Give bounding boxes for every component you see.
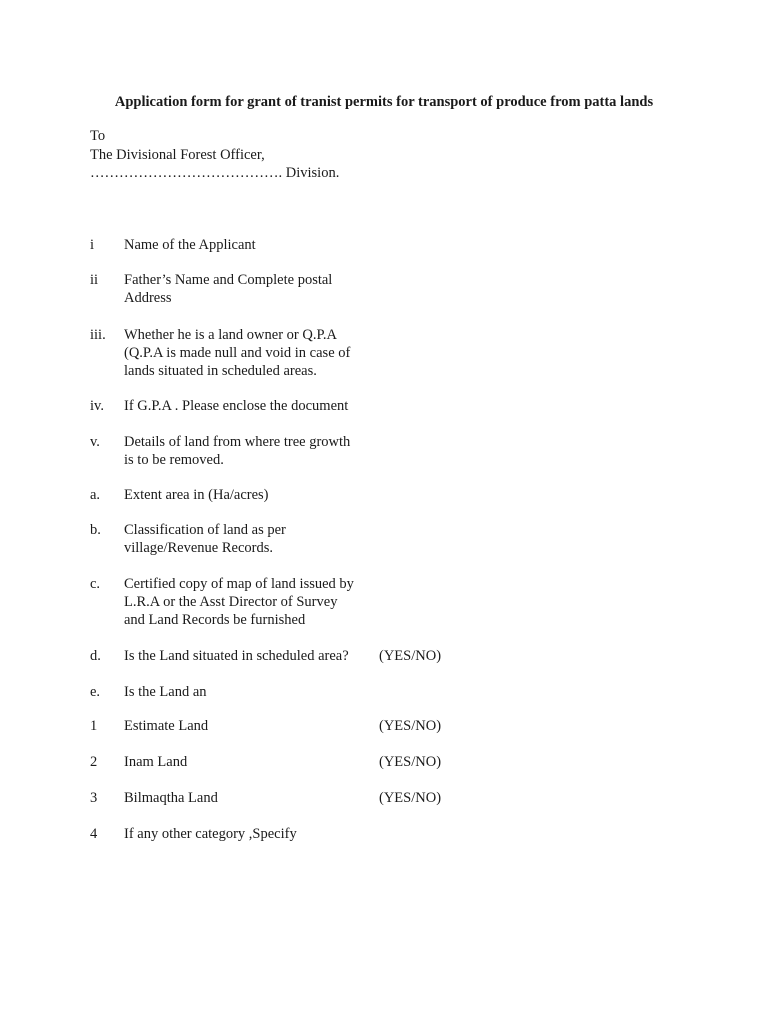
item-text (124, 326, 374, 380)
item-answer-option: (YES/NO) (379, 790, 442, 806)
item-text-line: Is the Land situated in scheduled area? (124, 648, 349, 664)
addressee-block (90, 127, 339, 183)
item-answer-option: (YES/NO) (379, 754, 442, 770)
item-text (124, 236, 374, 254)
item-text (124, 521, 374, 557)
item-number: iv. (90, 398, 104, 414)
item-text-line: (Q.P.A is made null and void in case of (124, 345, 351, 361)
item-number: 2 (90, 754, 98, 770)
item-number: ii (90, 272, 99, 288)
item-number: c. (90, 576, 101, 592)
item-number: iii. (90, 327, 106, 343)
item-text-line: Whether he is a land owner or Q.P.A (124, 327, 338, 343)
item-text-line: village/Revenue Records. (124, 540, 273, 556)
address-officer: The Divisional Forest Officer, (90, 146, 265, 163)
item-text (124, 271, 374, 307)
item-number: v. (90, 434, 100, 450)
item-text-line: Classification of land as per (124, 522, 286, 538)
item-text-line: Estimate Land (124, 718, 209, 734)
item-number: b. (90, 522, 101, 538)
item-text (124, 433, 374, 469)
item-text-line: Name of the Applicant (124, 237, 256, 253)
item-text-line: lands situated in scheduled areas. (124, 363, 317, 379)
item-text-line: If G.P.A . Please enclose the document (124, 398, 349, 414)
item-number: a. (90, 487, 101, 503)
form-title-text: Application form for grant of tranist permits for transport of produce from patta lands (114, 94, 654, 110)
item-text (124, 647, 374, 665)
item-text-line: Inam Land (124, 754, 188, 770)
item-text (124, 789, 374, 807)
item-text (124, 683, 374, 701)
item-text-line: Address (124, 290, 172, 306)
item-text (124, 825, 374, 843)
item-text (124, 575, 374, 629)
item-text-line: Extent area in (Ha/acres) (124, 487, 269, 503)
item-text (124, 717, 374, 735)
form-title (0, 93, 768, 111)
item-number: e. (90, 684, 101, 700)
item-number: d. (90, 648, 101, 664)
item-answer-option: (YES/NO) (379, 718, 442, 734)
item-text-line: Certified copy of map of land issued by (124, 576, 354, 592)
address-division: …………………………………. Division. (90, 165, 340, 181)
item-text (124, 753, 374, 771)
item-text-line: Details of land from where tree growth (124, 434, 351, 450)
item-number: 3 (90, 790, 98, 806)
item-number: 4 (90, 826, 98, 842)
item-text-line: Bilmaqtha Land (124, 790, 218, 806)
item-text-line: Is the Land an (124, 684, 207, 700)
item-text (124, 486, 374, 504)
item-text (124, 397, 374, 415)
item-text-line: and Land Records be furnished (124, 612, 306, 628)
address-to: To (90, 128, 106, 144)
item-number: i (90, 237, 95, 253)
item-text-line: If any other category ,Specify (124, 826, 297, 842)
item-text-line: is to be removed. (124, 452, 224, 468)
item-text-line: Father’s Name and Complete postal (124, 272, 333, 288)
item-answer-option: (YES/NO) (379, 648, 442, 664)
item-number: 1 (90, 718, 98, 734)
item-text-line: L.R.A or the Asst Director of Survey (124, 594, 338, 610)
